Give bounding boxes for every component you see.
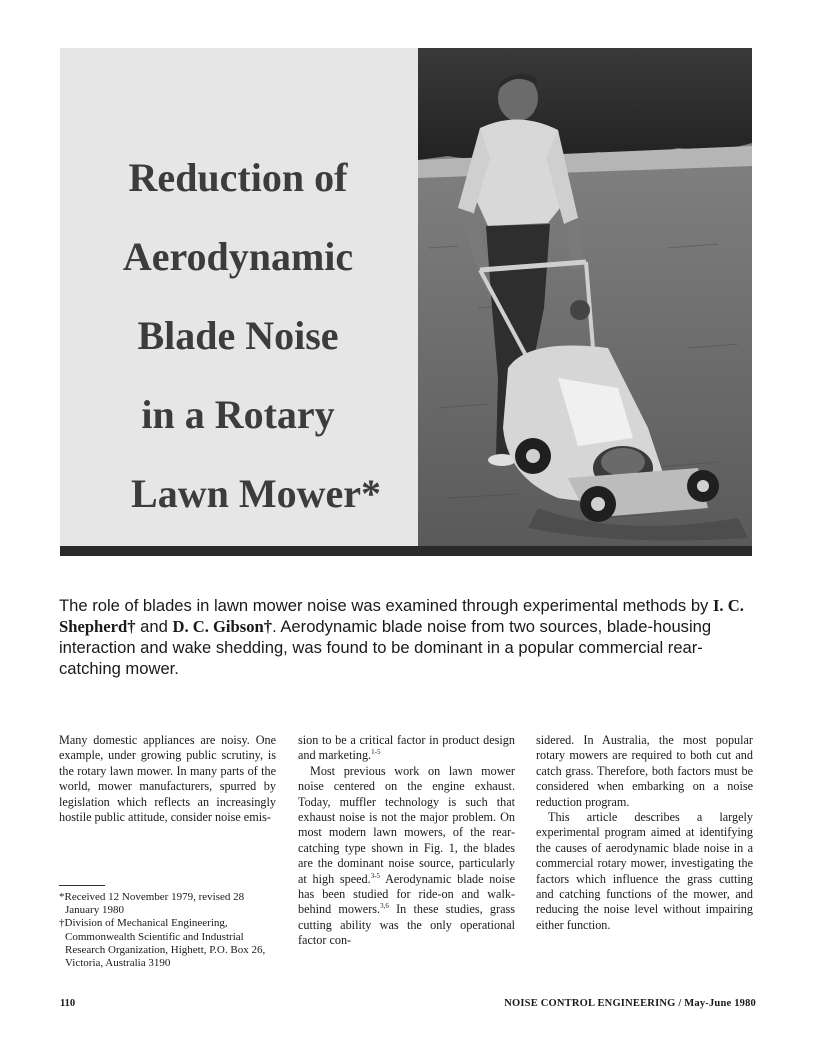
paragraph-text: sion to be a critical factor in product design and marketing.: [298, 733, 515, 763]
author-shepherd: I. C. Shepherd†: [59, 596, 744, 636]
paragraph-text: In these studies, grass cutting ability was the only operational factor con-: [298, 902, 515, 948]
running-footer: NOISE CONTROL ENGINEERING / May-June 1980: [504, 998, 756, 1009]
title-line-1: Reduction of: [128, 155, 348, 200]
body-column-1: [59, 733, 276, 825]
header-rule: [60, 546, 752, 556]
abstract-text-1: The role of blades in lawn mower noise was examined through experimental methods by: [59, 596, 713, 615]
man-pushing-rotary-lawn-mower-photo: [418, 48, 752, 546]
abstract-text-2: . Aerodynamic blade noise from two sources, blade-housing interaction and wake shedding, was found to be dominant in a popular commercial rear-catching mower.: [59, 617, 712, 678]
header-panel: [60, 48, 752, 546]
abstract: [59, 595, 759, 679]
paragraph-text: Aerodynamic blade noise has been studied for ride-on and walk-behind mowers.: [298, 871, 515, 917]
abstract-and: and: [135, 617, 173, 636]
title-line-2: Aerodynamic: [122, 234, 354, 279]
article-title: [60, 48, 416, 546]
paragraph: sidered. In Australia, the most popular rotary mowers are required to both cut and catch grass. Therefore, both factors must be considered when embarking on a noise reduction program.: [536, 733, 753, 809]
footnotes: [59, 891, 279, 970]
paragraph: This article describes a largely experimental program aimed at identifying the causes of aerodynamic blade noise in a commercial rotary mower, investigating the factors which influence the grass cutting and catching functions of the mower, and reducing the noise level without impairing either function.: [536, 810, 753, 932]
paragraph: [298, 733, 515, 764]
title-line-5: Lawn Mower*: [131, 471, 381, 516]
paragraph-text: Most previous work on lawn mower noise centered on the engine exhaust. Today, muffler technology is such that exhaust noise is not the major problem. On most modern lawn mowers, of the rear-catching type shown in Fig. 1, the blades are the dominant noise source, particularly at high speed.: [298, 763, 515, 886]
title-line-3: Blade Noise: [137, 313, 339, 358]
body-column-3: [536, 733, 753, 933]
footnote-rule: [59, 885, 105, 886]
author-gibson: D. C. Gibson†: [172, 617, 273, 636]
lawn-mower-photo: [418, 48, 752, 546]
body-column-2: [298, 733, 515, 949]
paragraph: [298, 764, 515, 949]
page-number: 110: [60, 998, 76, 1009]
footnote-received: *Received 12 November 1979, revised 28 January 1980: [59, 891, 245, 917]
footnote-affiliation: †Division of Mechanical Engineering, Commonwealth Scientific and Industrial Research Organization, Highett, P.O. Box 26, Victoria, Australia 3190: [59, 917, 266, 970]
paragraph: Many domestic appliances are noisy. One example, under growing public scrutiny, is the rotary lawn mower. In many parts of the world, mower manufacturers, spurred by legislation which reflects an increasingly hostile public attitude, consider noise emis-: [59, 733, 276, 825]
reference-marker: 3,6: [380, 902, 389, 911]
title-line-4: in a Rotary: [141, 392, 335, 437]
reference-marker: 1-5: [371, 748, 381, 757]
reference-marker: 3-5: [370, 871, 381, 880]
